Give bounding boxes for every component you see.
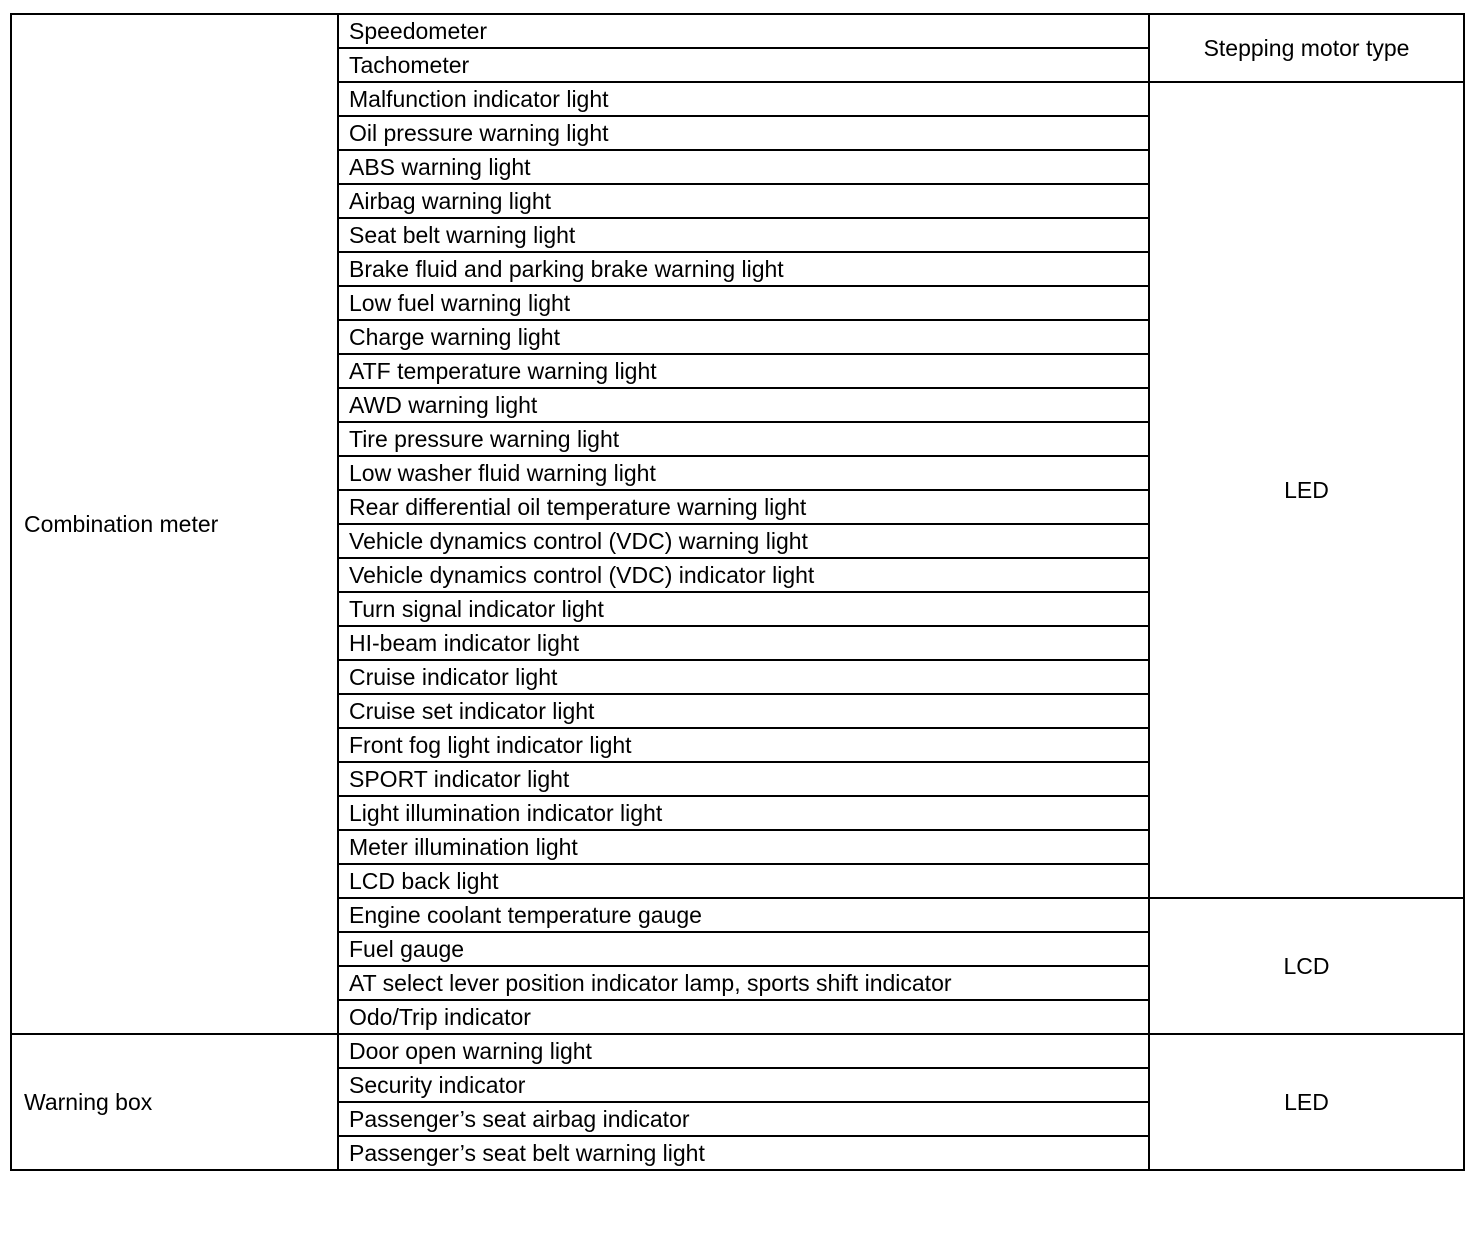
table-row <box>11 14 1464 48</box>
type-cell: LED <box>1149 82 1464 898</box>
type-cell: LED <box>1149 1034 1464 1170</box>
component-cell: Speedometer <box>338 14 1149 48</box>
component-cell: HI-beam indicator light <box>338 626 1149 660</box>
component-cell: Seat belt warning light <box>338 218 1149 252</box>
component-cell: SPORT indicator light <box>338 762 1149 796</box>
component-cell: LCD back light <box>338 864 1149 898</box>
table-body <box>11 14 1464 1170</box>
component-cell: Meter illumination light <box>338 830 1149 864</box>
component-cell: Brake fluid and parking brake warning light <box>338 252 1149 286</box>
component-cell: Malfunction indicator light <box>338 82 1149 116</box>
component-cell: Vehicle dynamics control (VDC) indicator light <box>338 558 1149 592</box>
component-cell: Airbag warning light <box>338 184 1149 218</box>
component-cell: Turn signal indicator light <box>338 592 1149 626</box>
component-cell: Odo/Trip indicator <box>338 1000 1149 1034</box>
component-cell: Passenger’s seat belt warning light <box>338 1136 1149 1170</box>
table-row <box>11 1034 1464 1068</box>
component-cell: Low washer fluid warning light <box>338 456 1149 490</box>
component-cell: AT select lever position indicator lamp, sports shift indicator <box>338 966 1149 1000</box>
component-cell: Charge warning light <box>338 320 1149 354</box>
component-cell: Front fog light indicator light <box>338 728 1149 762</box>
component-cell: Engine coolant temperature gauge <box>338 898 1149 932</box>
component-cell: Cruise indicator light <box>338 660 1149 694</box>
component-cell: Security indicator <box>338 1068 1149 1102</box>
component-cell: AWD warning light <box>338 388 1149 422</box>
component-cell: Cruise set indicator light <box>338 694 1149 728</box>
component-cell: Fuel gauge <box>338 932 1149 966</box>
group-name-cell: Warning box <box>11 1034 338 1170</box>
component-cell: ABS warning light <box>338 150 1149 184</box>
component-cell: Tire pressure warning light <box>338 422 1149 456</box>
meter-components-table <box>10 13 1465 1171</box>
component-cell: Tachometer <box>338 48 1149 82</box>
component-cell: Oil pressure warning light <box>338 116 1149 150</box>
component-cell: Rear differential oil temperature warning light <box>338 490 1149 524</box>
group-name-cell: Combination meter <box>11 14 338 1034</box>
type-cell: Stepping motor type <box>1149 14 1464 82</box>
component-cell: Vehicle dynamics control (VDC) warning light <box>338 524 1149 558</box>
component-cell: Light illumination indicator light <box>338 796 1149 830</box>
component-cell: Low fuel warning light <box>338 286 1149 320</box>
type-cell: LCD <box>1149 898 1464 1034</box>
component-cell: ATF temperature warning light <box>338 354 1149 388</box>
component-cell: Passenger’s seat airbag indicator <box>338 1102 1149 1136</box>
component-cell: Door open warning light <box>338 1034 1149 1068</box>
